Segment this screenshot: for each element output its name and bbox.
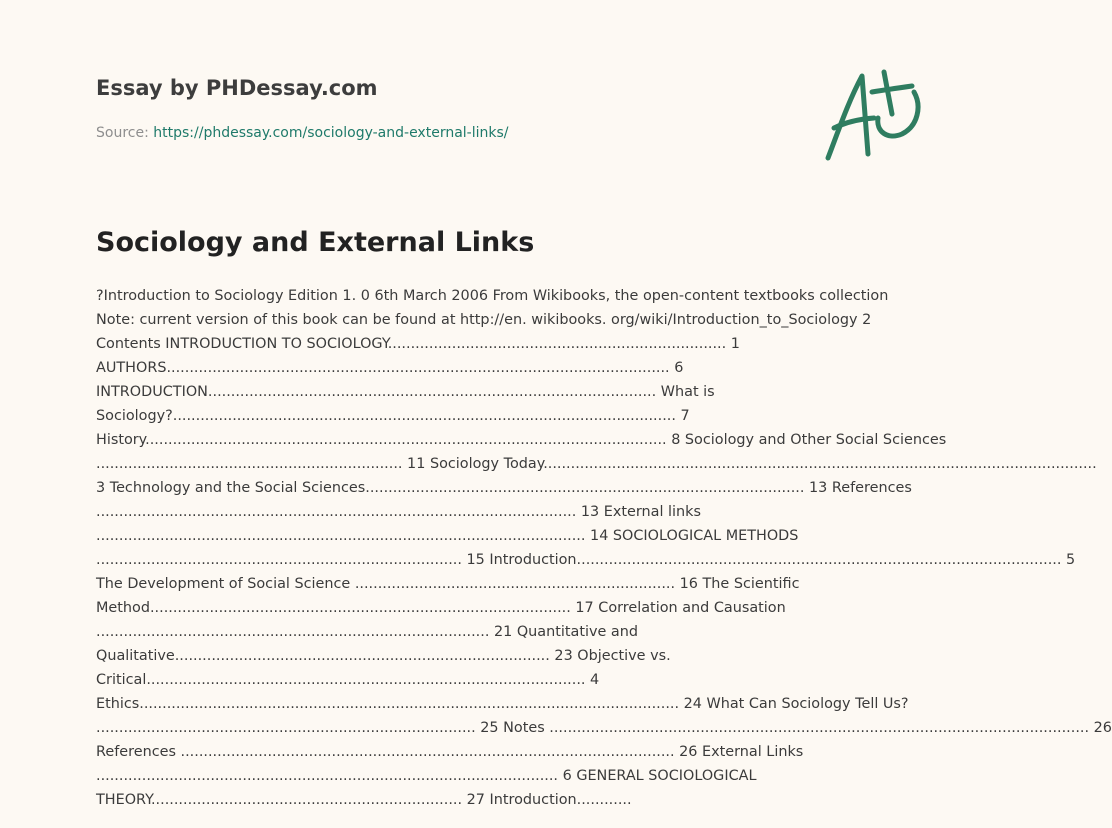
body-line: ................................................................................ 15 Introduction.......................................................................................................... 5 bbox=[96, 552, 1076, 568]
body-line: ................................................................................... 25 Notes ...................................................................................................................... 26 bbox=[96, 720, 1112, 736]
body-line: 3 Technology and the Social Sciences................................................................................................ 13 References bbox=[96, 480, 912, 496]
body-line: History.................................................................................................................. 8 Sociology and Other Social Sciences bbox=[96, 432, 947, 448]
body-line: References ............................................................................................................ 26 External Links bbox=[96, 744, 804, 760]
body-line: Critical................................................................................................ 4 bbox=[96, 672, 600, 688]
body-line: Method............................................................................................ 17 Correlation and Causation bbox=[96, 600, 786, 616]
body-line: ...................................................................................... 21 Quantitative and bbox=[96, 624, 639, 640]
document-title: Sociology and External Links bbox=[96, 227, 535, 258]
site-brand: Essay by PHDessay.com bbox=[96, 76, 378, 100]
body-line: ................................................................... 11 Sociology Today......................................................................................................................... bbox=[96, 456, 1097, 472]
source-label: Source: bbox=[96, 125, 149, 141]
body-line: ..................................................................................................... 6 GENERAL SOCIOLOGICAL bbox=[96, 768, 757, 784]
body-line: INTRODUCTION.................................................................................................. What is bbox=[96, 384, 715, 400]
body-line: The Development of Social Science ...................................................................... 16 The Scientific bbox=[96, 576, 800, 592]
body-line: Contents INTRODUCTION TO SOCIOLOGY.......................................................................... 1 bbox=[96, 336, 740, 352]
body-line: ........................................................................................................... 14 SOCIOLOGICAL METHODS bbox=[96, 528, 799, 544]
source-line bbox=[96, 125, 509, 141]
body-line: Qualitative.................................................................................. 23 Objective vs. bbox=[96, 648, 671, 664]
body-line: ......................................................................................................... 13 External links bbox=[96, 504, 701, 520]
document-body bbox=[96, 284, 1112, 812]
body-line: THEORY.................................................................... 27 Introduction............ bbox=[96, 792, 632, 808]
body-line: AUTHORS.............................................................................................................. 6 bbox=[96, 360, 684, 376]
body-line: ?Introduction to Sociology Edition 1. 0 6th March 2006 From Wikibooks, the open-content textbooks collection bbox=[96, 288, 889, 304]
body-line: Note: current version of this book can be found at http://en. wikibooks. org/wiki/Introduction_to_Sociology 2 bbox=[96, 312, 872, 328]
source-link[interactable]: https://phdessay.com/sociology-and-external-links/ bbox=[153, 125, 509, 141]
body-line: Ethics...................................................................................................................... 24 What Can Sociology Tell Us? bbox=[96, 696, 909, 712]
body-line: Sociology?.............................................................................................................. 7 bbox=[96, 408, 690, 424]
a-plus-logo-icon bbox=[818, 62, 930, 166]
